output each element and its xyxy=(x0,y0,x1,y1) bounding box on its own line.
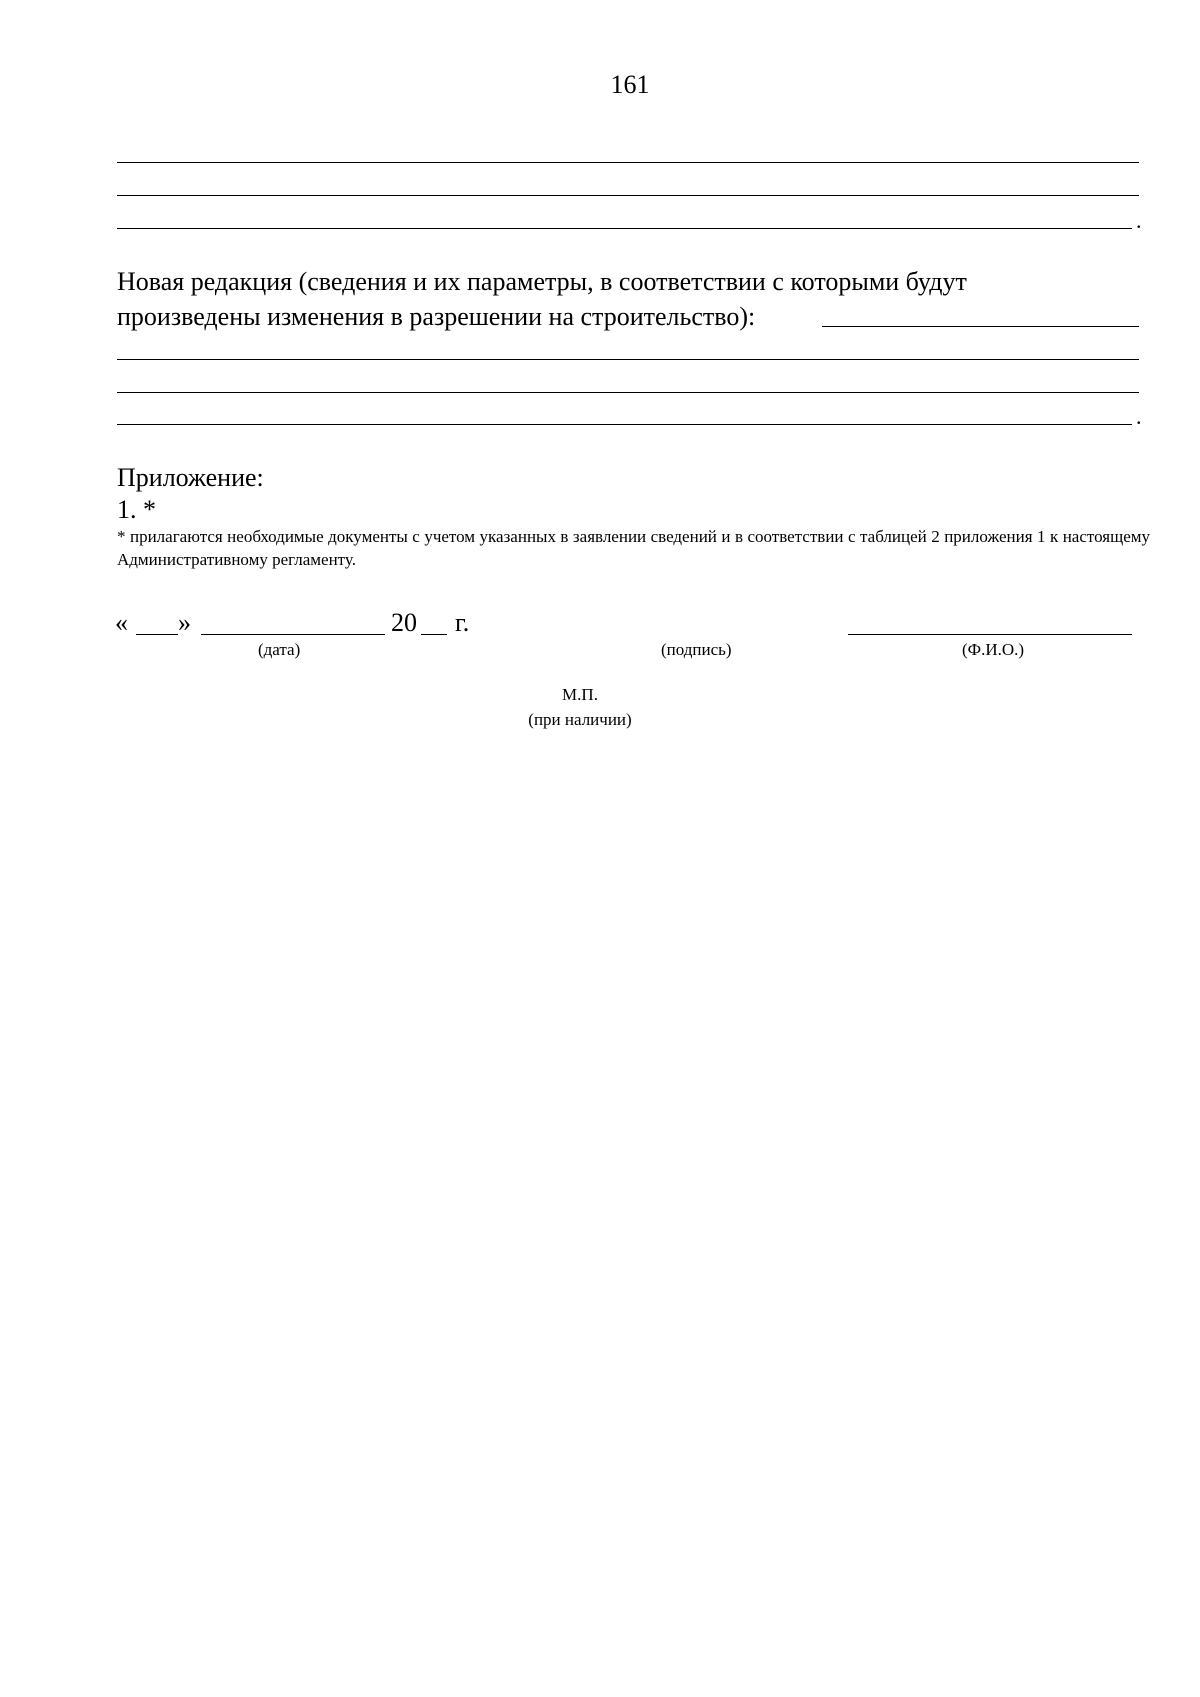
blank-line-6[interactable] xyxy=(117,424,1132,425)
stamp-label: М.П. xyxy=(562,685,598,704)
year-blank[interactable] xyxy=(421,634,447,635)
date-open-quote: « xyxy=(115,608,128,637)
signature-caption: (подпись) xyxy=(661,640,732,659)
new-edition-line-1: Новая редакция (сведения и их параметры, в соответствии с которыми будут xyxy=(117,267,967,296)
page-number: 161 xyxy=(610,70,650,99)
date-close-quote: » xyxy=(178,608,191,637)
blank-line-4[interactable] xyxy=(117,359,1139,360)
line-end-period: . xyxy=(1136,404,1142,429)
month-blank[interactable] xyxy=(201,634,385,635)
stamp-note: (при наличии) xyxy=(528,710,632,729)
year-prefix: 20 xyxy=(391,608,417,637)
blank-line-3[interactable] xyxy=(117,228,1132,229)
blank-line-1[interactable] xyxy=(117,162,1139,163)
new-edition-line-2: произведены изменения в разрешении на строительство): xyxy=(117,302,756,331)
name-blank[interactable] xyxy=(848,634,1132,635)
attachment-item: 1. * xyxy=(117,495,156,524)
attachment-heading: Приложение: xyxy=(117,463,264,492)
attachment-footnote: * прилагаются необходимые документы с учетом указанных в заявлении сведений и в соответствии с таблицей 2 приложения 1 к настоящему Административному регламенту. xyxy=(117,527,1150,569)
year-suffix: г. xyxy=(455,608,470,637)
name-caption: (Ф.И.О.) xyxy=(962,640,1025,659)
blank-line-2[interactable] xyxy=(117,195,1139,196)
line-end-period: . xyxy=(1136,208,1142,233)
date-caption: (дата) xyxy=(258,640,301,659)
day-blank[interactable] xyxy=(136,634,178,635)
new-edition-inline-blank[interactable] xyxy=(822,326,1139,327)
blank-line-5[interactable] xyxy=(117,392,1139,393)
